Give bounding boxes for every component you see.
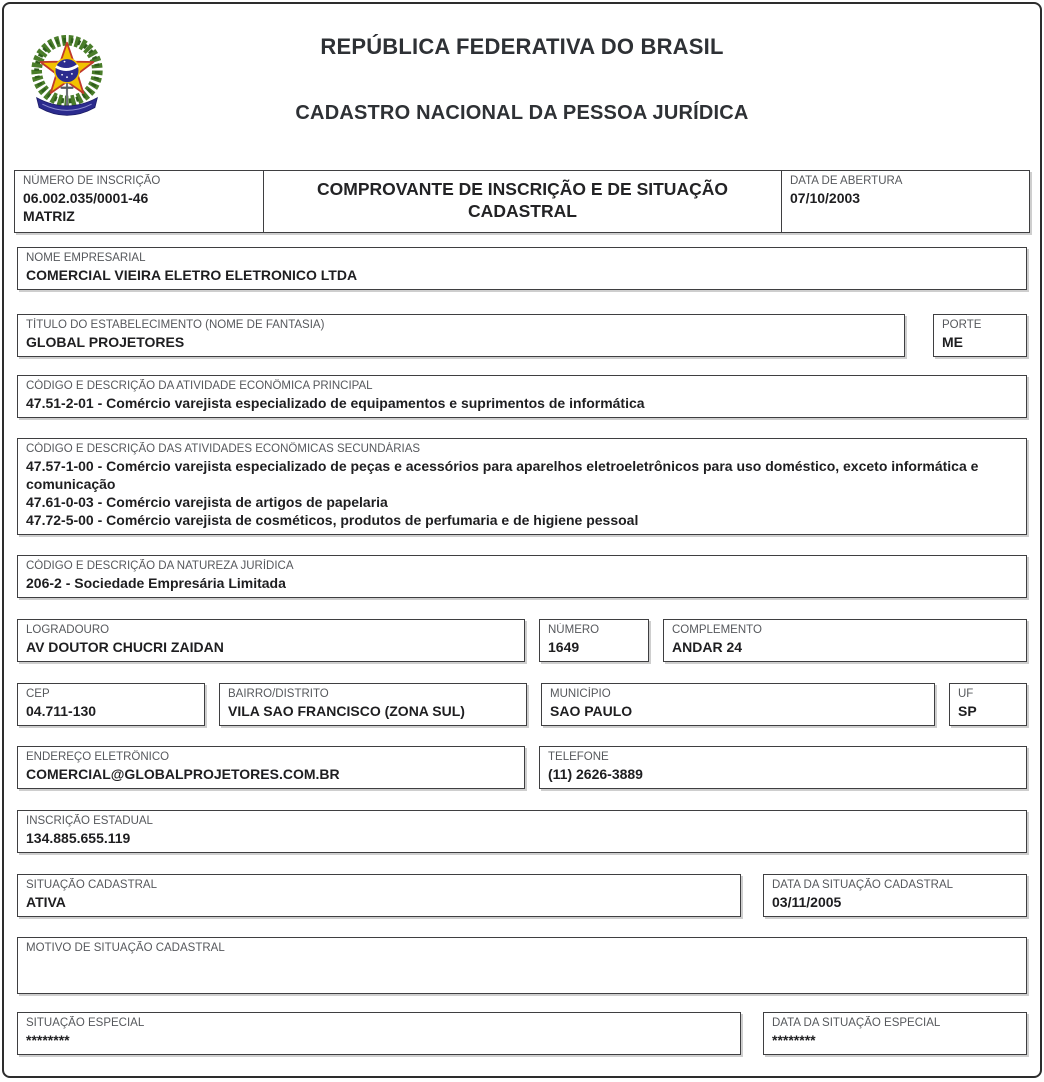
field-label: DATA DA SITUAÇÃO ESPECIAL (772, 1017, 941, 1029)
field-label: TÍTULO DO ESTABELECIMENTO (NOME DE FANTASIA) (26, 319, 325, 331)
page-subtitle: CADASTRO NACIONAL DA PESSOA JURÍDICA (295, 102, 749, 124)
document-title: COMPROVANTE DE INSCRIÇÃO E DE SITUAÇÃO CADASTRAL (263, 171, 782, 232)
header-strip (14, 170, 1030, 233)
inscription-number: 06.002.035/0001-46 (23, 190, 149, 206)
secondary-activity-item: 47.57-1-00 - Comércio varejista especializado de peças e acessórios para aparelhos eletroeletrônicos para uso doméstico, exceto informática e comunicação (26, 458, 979, 492)
field-label: ENDEREÇO ELETRÔNICO (26, 751, 170, 763)
field-label: INSCRIÇÃO ESTADUAL (26, 815, 153, 827)
inscription-type: MATRIZ (23, 208, 75, 224)
field-nome-empresarial (17, 247, 1027, 290)
cep-value: 04.711-130 (26, 703, 97, 719)
field-label: NÚMERO DE INSCRIÇÃO (23, 175, 161, 187)
field-label: SITUAÇÃO CADASTRAL (26, 879, 157, 891)
field-label: NÚMERO (548, 624, 600, 636)
field-porte (933, 314, 1027, 357)
field-bairro-distrito (219, 683, 527, 726)
field-nome-fantasia (17, 314, 905, 357)
company-size-value: ME (942, 334, 963, 350)
field-label: DATA DA SITUAÇÃO CADASTRAL (772, 879, 954, 891)
special-status-value: ******** (26, 1032, 70, 1048)
field-data-situacao-cadastral (763, 874, 1027, 917)
field-natureza-juridica (17, 555, 1027, 598)
complement-value: ANDAR 24 (672, 639, 743, 655)
field-label: BAIRRO/DISTRITO (228, 688, 329, 700)
state-registration-value: 134.885.655.119 (26, 830, 131, 846)
street-number-value: 1649 (548, 639, 580, 655)
special-status-date-value: ******** (772, 1032, 816, 1048)
field-label: CÓDIGO E DESCRIÇÃO DA NATUREZA JURÍDICA (26, 560, 294, 572)
registration-status-value: ATIVA (26, 894, 66, 910)
field-label: COMPLEMENTO (672, 624, 762, 636)
legal-nature-value: 206-2 - Sociedade Empresária Limitada (26, 575, 286, 591)
field-situacao-especial (17, 1012, 741, 1055)
field-atividades-secundarias (17, 438, 1027, 535)
field-label: TELEFONE (548, 751, 609, 763)
city-value: SAO PAULO (550, 703, 633, 719)
field-situacao-cadastral (17, 874, 741, 917)
field-label: MUNICÍPIO (550, 688, 611, 700)
field-motivo-situacao-cadastral (17, 937, 1027, 994)
phone-value: (11) 2626-3889 (548, 766, 643, 782)
document-header (4, 4, 1040, 170)
state-value: SP (958, 703, 977, 719)
trade-name-value: GLOBAL PROJETORES (26, 334, 185, 350)
brazil-coat-of-arms-icon (26, 30, 108, 126)
field-numero-inscricao (15, 171, 263, 232)
street-value: AV DOUTOR CHUCRI ZAIDAN (26, 639, 224, 655)
field-numero (539, 619, 649, 662)
field-label: CEP (26, 688, 50, 700)
field-logradouro (17, 619, 525, 662)
cnpj-certificate-page (2, 2, 1042, 1078)
secondary-activity-item: 47.61-0-03 - Comércio varejista de artigos de papelaria (26, 494, 388, 510)
field-data-situacao-especial (763, 1012, 1027, 1055)
field-complemento (663, 619, 1027, 662)
field-cep (17, 683, 205, 726)
field-label: SITUAÇÃO ESPECIAL (26, 1017, 145, 1029)
main-activity-value: 47.51-2-01 - Comércio varejista especializado de equipamentos e suprimentos de informática (26, 395, 645, 411)
field-telefone (539, 746, 1027, 789)
company-name-value: COMERCIAL VIEIRA ELETRO ELETRONICO LTDA (26, 267, 358, 283)
field-atividade-principal (17, 375, 1027, 418)
field-label: UF (958, 688, 974, 700)
field-label: LOGRADOURO (26, 624, 110, 636)
field-label: MOTIVO DE SITUAÇÃO CADASTRAL (26, 942, 225, 954)
page-title: REPÚBLICA FEDERATIVA DO BRASIL (320, 34, 724, 59)
field-municipio (541, 683, 935, 726)
email-value: COMERCIAL@GLOBALPROJETORES.COM.BR (26, 766, 340, 782)
field-label: CÓDIGO E DESCRIÇÃO DA ATIVIDADE ECONÔMICA PRINCIPAL (26, 380, 373, 392)
field-label: PORTE (942, 319, 982, 331)
field-inscricao-estadual (17, 810, 1027, 853)
field-uf (949, 683, 1027, 726)
field-data-abertura (782, 171, 1029, 232)
secondary-activity-item: 47.72-5-00 - Comércio varejista de cosméticos, produtos de perfumaria e de higiene pessoal (26, 512, 639, 528)
opening-date-value: 07/10/2003 (790, 190, 861, 206)
field-label: CÓDIGO E DESCRIÇÃO DAS ATIVIDADES ECONÔMICAS SECUNDÁRIAS (26, 443, 421, 455)
status-date-value: 03/11/2005 (772, 894, 842, 910)
field-label: NOME EMPRESARIAL (26, 252, 146, 264)
field-endereco-eletronico (17, 746, 525, 789)
district-value: VILA SAO FRANCISCO (ZONA SUL) (228, 703, 465, 719)
field-label: DATA DE ABERTURA (790, 175, 903, 187)
